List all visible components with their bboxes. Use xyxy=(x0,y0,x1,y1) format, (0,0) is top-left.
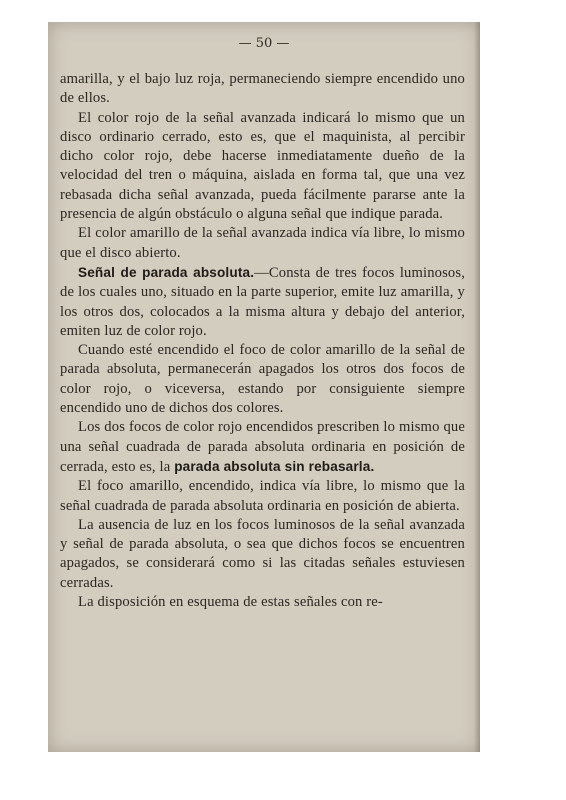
emphasis-absolute-stop: parada absoluta sin rebasarla. xyxy=(174,458,375,474)
book-page xyxy=(48,22,480,752)
paragraph-yellow-focus-clear: El foco amarillo, encendido, indica vía libre, lo mismo que la señal cuadrada de parada absoluta ordinaria en posición de abierta. xyxy=(60,478,465,514)
paragraph-absolute-stop-text: —Consta de tres focos luminosos, de los cuales uno, situado en la parte superior, emite luz amarilla, y los otros dos, colocados a la misma altura y debajo del anterior, emiten luz de color rojo. xyxy=(60,264,466,339)
page-number: — 50 — xyxy=(238,36,290,51)
paragraph-continuation: amarilla, y el bajo luz roja, permaneciendo siempre encendido uno de ellos. xyxy=(60,71,465,107)
paragraph-yellow-advanced-signal: El color amarillo de la señal avanzada indica vía libre, lo mismo que el disco abierto. xyxy=(60,225,465,261)
section-heading-absolute-stop: Señal de parada absoluta. xyxy=(78,264,255,280)
paragraph-two-red-foci-text: Los dos focos de color rojo encendidos prescriben lo mismo que una señal cuadrada de parada absoluta ordinaria en posición de cerrada, esto es, la xyxy=(60,419,465,475)
paragraph-absence-of-light: La ausencia de luz en los focos luminosos de la señal avanzada y señal de parada absoluta, o sea que dichos focos se encuentren apagados, se considerará como si las citadas señales estuviesen cerradas. xyxy=(60,516,465,591)
paragraph-red-advanced-signal: El color rojo de la señal avanzada indicará lo mismo que un disco ordinario cerrado, esto es, que el maquinista, al percibir dicho color rojo, debe hacerse inmediatamente dueño de la velocidad del tren o máquina, aislada en forma tal, que una vez rebasada dicha señal avanzada, pueda fácilmente pararse ante la presencia de algún obstáculo o alguna señal que indique parada. xyxy=(60,109,465,223)
paragraph-two-red-foci xyxy=(60,418,465,477)
paragraph-absolute-stop-signal xyxy=(60,263,465,341)
page-edge-shadow xyxy=(474,22,480,752)
paragraph-scheme-disposition: La disposición en esquema de estas señales con re- xyxy=(78,594,383,611)
body-text xyxy=(60,70,465,612)
paragraph-yellow-focus-lit: Cuando esté encendido el foco de color amarillo de la señal de parada absoluta, permanecerán apagados los otros dos focos de color rojo, o viceversa, estando por consiguiente siempre encendido uno de dichos dos colores. xyxy=(60,342,465,417)
